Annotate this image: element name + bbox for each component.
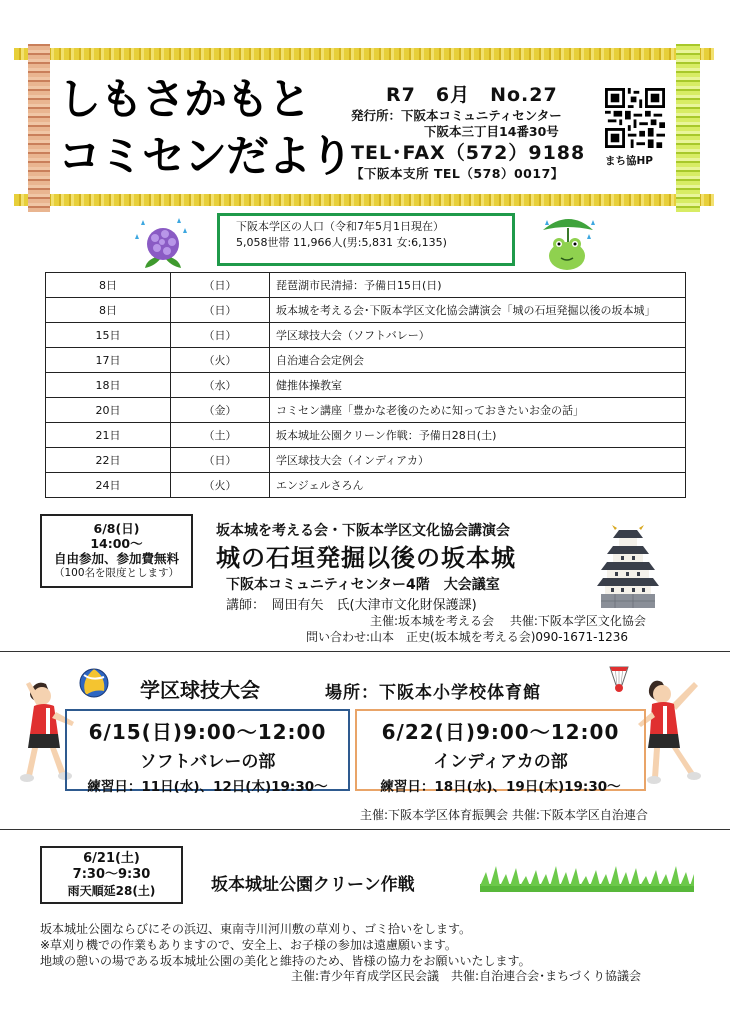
volleyball-icon: [78, 667, 110, 699]
schedule-event: 自治連合会定例会: [270, 348, 686, 373]
table-row: [46, 448, 686, 473]
section-divider: [0, 829, 730, 830]
lecture-date-box: [40, 514, 193, 588]
schedule-event: 学区球技大会（ソフトバレー）: [270, 323, 686, 348]
schedule-weekday: （水）: [171, 373, 270, 398]
cleanup-description: [40, 921, 531, 969]
indiaca-event: インディアカの部: [433, 752, 568, 772]
schedule-date: 20日: [46, 398, 171, 423]
table-row: [46, 348, 686, 373]
indiaca-date: 6/22(日)9:00～12:00: [381, 720, 620, 744]
schedule-date: 15日: [46, 323, 171, 348]
schedule-event: 琵琶湖市民清掃：予備日15日(日): [270, 273, 686, 298]
masthead-title-line2: コミセンだより: [58, 132, 352, 182]
issue-number: R7 6月 No.27: [386, 84, 558, 106]
softvolley-date: 6/15(日)9:00～12:00: [88, 720, 327, 744]
banner-right-post: [676, 44, 700, 212]
schedule-weekday: （火）: [171, 473, 270, 498]
schedule-weekday: （日）: [171, 323, 270, 348]
qr-label: まち協HP: [605, 155, 653, 167]
cleanup-title: 坂本城址公園クリーン作戦: [211, 875, 415, 895]
table-row: [46, 273, 686, 298]
softvolley-event: ソフトバレーの部: [139, 752, 276, 772]
table-row: [46, 423, 686, 448]
cleanup-host: 主催:青少年育成学区民会議 共催:自治連合会･まちづくり協議会: [291, 969, 641, 983]
lecture-organizer: 坂本城を考える会・下阪本学区文化協会講演会: [216, 523, 510, 539]
lecture-limit: （100名を限度とします）: [53, 567, 180, 579]
masthead-title-line1: しもさかもと: [58, 75, 310, 125]
schedule-event: 坂本城址公園クリーン作戦：予備日28日(土): [270, 423, 686, 448]
sports-venue: 場所：下阪本小学校体育館: [325, 683, 541, 703]
schedule-weekday: （日）: [171, 448, 270, 473]
schedule-weekday: （日）: [171, 298, 270, 323]
schedule-event: 坂本城を考える会･下阪本学区文化協会講演会「城の石垣発掘以後の坂本城」: [270, 298, 686, 323]
schedule-event: 学区球技大会（インディアカ）: [270, 448, 686, 473]
table-row: [46, 473, 686, 498]
issuer: 発行所：下阪本コミュニティセンター: [351, 108, 562, 123]
banner-left-post: [28, 44, 50, 212]
schedule-event: 健推体操教室: [270, 373, 686, 398]
sports-host: 主催:下阪本学区体育振興会 共催:下阪本学区自治連合: [360, 808, 648, 822]
indiaca-practice: 練習日：18日(水)、19日(木)19:30～: [380, 779, 621, 795]
castle-icon: [593, 520, 663, 610]
cleanup-body-line2: ※草刈り機での作業もありますので、安全上、お子様の参加は遠慮願います。: [40, 938, 457, 952]
schedule-date: 24日: [46, 473, 171, 498]
section-divider: [0, 651, 730, 652]
shuttlecock-icon: [606, 663, 632, 695]
sports-title: 学区球技大会: [140, 678, 260, 702]
schedule-weekday: （火）: [171, 348, 270, 373]
cleanup-body-line3: 地域の憩いの場である坂本城址公園の美化と維持のため、皆様の協力をお願いいたします。: [40, 954, 531, 968]
grass-icon: [480, 862, 694, 892]
table-row: [46, 398, 686, 423]
schedule-date: 18日: [46, 373, 171, 398]
lecture-contact: 問い合わせ:山本 正史(坂本城を考える会)090-1671-1236: [306, 630, 629, 644]
cleanup-body-line1: 坂本城址公園ならびにその浜辺、東南寺川河川敷の草刈り、ゴミ拾いをします。: [40, 922, 472, 936]
lecture-venue: 下阪本コミュニティセンター4階 大会議室: [226, 577, 500, 593]
softvolley-practice: 練習日：11日(水)、12日(木)19:30～: [87, 779, 328, 795]
population-box: [217, 213, 515, 266]
population-line1: 下阪本学区の人口（令和7年5月1日現在）: [236, 220, 444, 233]
schedule-date: 8日: [46, 298, 171, 323]
hydrangea-icon: [131, 214, 195, 274]
population-line2: 5,058世帯 11,966人(男:5,831 女:6,135): [236, 236, 447, 249]
cleanup-date: 6/21(土): [83, 851, 140, 866]
softvolley-box: [65, 709, 350, 795]
schedule-date: 21日: [46, 423, 171, 448]
banner-bottom-stripe: [14, 194, 714, 206]
qr-code-icon[interactable]: [605, 88, 665, 148]
schedule-event: エンジェルさろん: [270, 473, 686, 498]
lecture-title: 城の石垣発掘以後の坂本城: [216, 544, 516, 572]
cleanup-date-box: [40, 846, 183, 904]
schedule-date: 8日: [46, 273, 171, 298]
lecture-entry: 自由参加、参加費無料: [53, 551, 179, 566]
schedule-weekday: （金）: [171, 398, 270, 423]
schedule-table: [45, 272, 686, 498]
lecture-date: 6/8(日): [93, 521, 140, 536]
schedule-weekday: （土）: [171, 423, 270, 448]
schedule-weekday: （日）: [171, 273, 270, 298]
lecture-speaker: 講師： 岡田有矢 氏(大津市文化財保護課): [226, 598, 477, 613]
frog-icon: [537, 212, 601, 272]
cleanup-time: 7:30～9:30: [72, 867, 151, 882]
issuer-address: 下阪本三丁目14番30号: [424, 124, 559, 139]
table-row: [46, 298, 686, 323]
table-row: [46, 323, 686, 348]
schedule-date: 22日: [46, 448, 171, 473]
schedule-date: 17日: [46, 348, 171, 373]
banner-top-stripe: [14, 48, 714, 60]
lecture-time: 14:00～: [90, 536, 143, 551]
lecture-host: 主催:坂本城を考える会 共催:下阪本学区文化協会: [370, 614, 646, 628]
indiaca-box: [355, 709, 646, 795]
branch-tel: 【下阪本支所 TEL（578）0017】: [351, 166, 564, 181]
table-row: [46, 373, 686, 398]
schedule-event: コミセン講座「豊かな老後のために知っておきたいお金の話」: [270, 398, 686, 423]
cleanup-rain: 雨天順延28(土): [67, 884, 156, 898]
tel-fax: TEL･FAX（572）9188: [351, 142, 586, 164]
